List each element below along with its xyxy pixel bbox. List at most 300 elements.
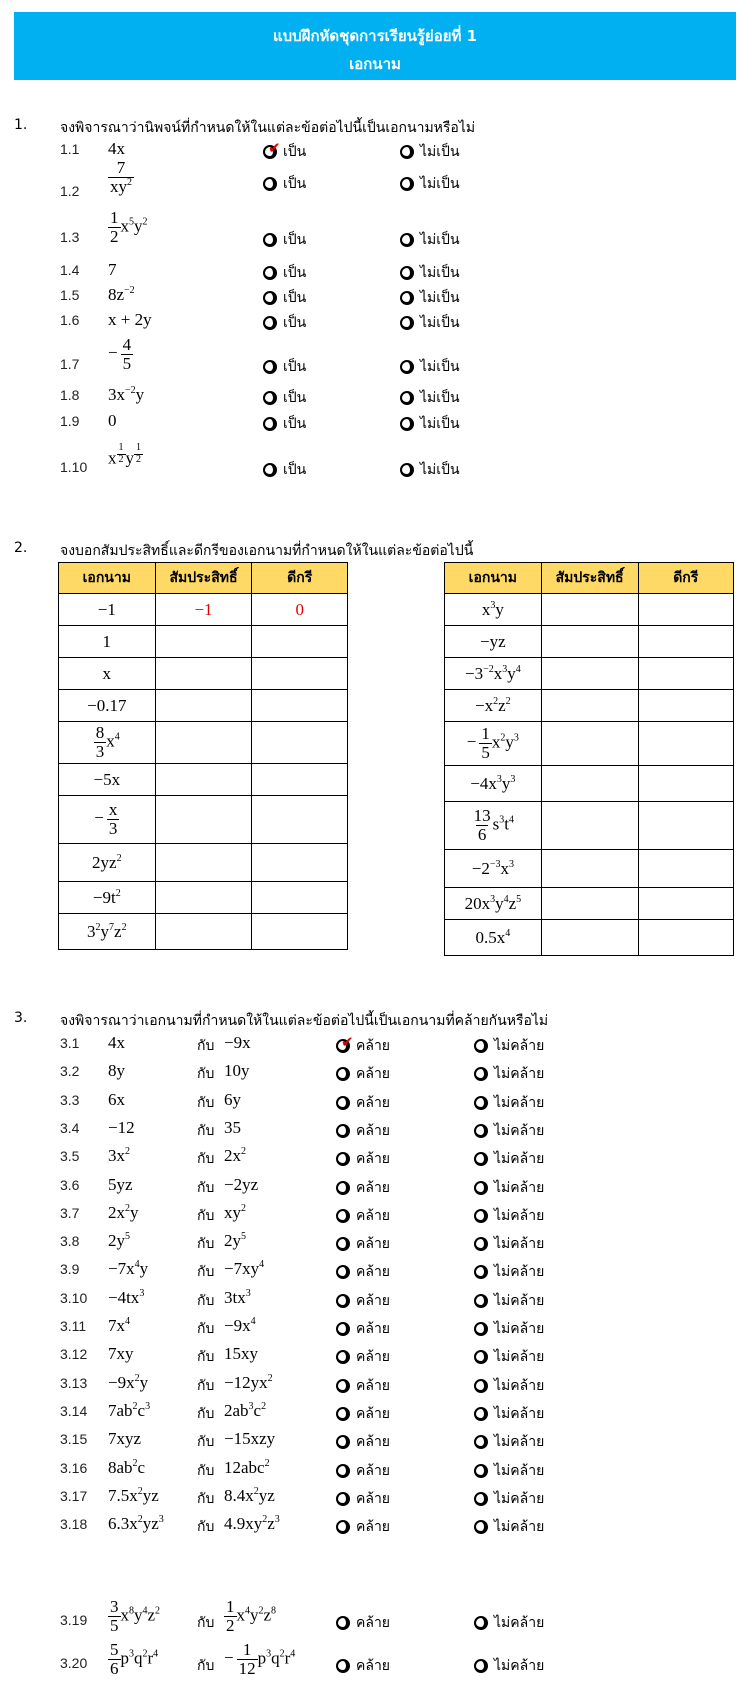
option-label: ไม่เป็น (420, 462, 460, 478)
table-row (59, 690, 348, 722)
with-label: กับ (197, 1179, 215, 1196)
option-yes[interactable] (263, 312, 306, 334)
option-no[interactable] (400, 287, 460, 309)
radio-circle-icon[interactable] (336, 1067, 350, 1081)
radio-circle-icon[interactable] (263, 417, 277, 431)
radio-circle-icon[interactable] (474, 1435, 488, 1449)
radio-circle-icon[interactable] (474, 1616, 488, 1630)
monomial-a: $3x^2$ (108, 1146, 130, 1166)
radio-circle-icon[interactable] (336, 1492, 350, 1506)
option-label: ไม่คล้าย (494, 1207, 545, 1224)
option-label: ไม่คล้าย (494, 1264, 545, 1281)
with-label: กับ (197, 1264, 215, 1281)
option-label: ไม่เป็น (420, 315, 460, 331)
monomial-cell: $0.5x^4$ (445, 920, 542, 956)
monomial-a: 7xy (108, 1344, 134, 1364)
item-number: 1.5 (60, 287, 80, 303)
item-number: 3.18 (60, 1516, 88, 1533)
option-label: ไม่เป็น (420, 359, 460, 375)
coefficient-cell[interactable] (155, 764, 252, 796)
monomial-a: 5yz (108, 1174, 133, 1194)
expression: $\frac{1}{2}$ $x^5y^2$ (110, 208, 148, 246)
radio-circle-icon[interactable] (336, 1435, 350, 1449)
radio-circle-icon[interactable] (400, 291, 414, 305)
monomial-b: $2x^2$ (224, 1146, 246, 1166)
option-label: คล้าย (356, 1151, 391, 1168)
radio-circle-icon[interactable] (400, 266, 414, 280)
degree-cell[interactable] (638, 766, 734, 802)
radio-circle-icon[interactable] (474, 1152, 488, 1166)
option-not-similar[interactable] (474, 1035, 544, 1057)
radio-circle-icon[interactable] (263, 291, 277, 305)
radio-circle-icon[interactable] (263, 233, 277, 247)
option-not-similar[interactable] (474, 1063, 544, 1085)
option-label: ไม่คล้าย (494, 1434, 545, 1451)
table-row (445, 658, 734, 690)
expression: $\frac{7}{xy^2}$ (110, 158, 132, 196)
monomial-cell: − $\frac{1}{5}$ $x^2y^3$ (445, 722, 542, 766)
option-similar[interactable] (336, 1261, 390, 1283)
option-label: ไม่เป็น (420, 390, 460, 406)
radio-circle-icon[interactable] (263, 316, 277, 330)
item-number: 3.13 (60, 1374, 88, 1391)
item-number: 3.20 (60, 1655, 88, 1671)
monomial-cell: − $\frac{x}{3}$ (59, 796, 156, 844)
option-similar[interactable] (336, 1460, 390, 1482)
coefficient-cell[interactable] (541, 626, 638, 658)
coefficient-cell[interactable] (155, 844, 252, 882)
radio-circle-icon[interactable] (263, 177, 277, 191)
radio-circle-icon[interactable] (474, 1209, 488, 1223)
coefficient-cell[interactable] (541, 722, 638, 766)
radio-circle-icon[interactable] (474, 1492, 488, 1506)
monomial-cell: $\frac{13}{6}$ $s^3t^4$ (445, 802, 542, 850)
option-yes[interactable] (263, 459, 306, 481)
degree-cell[interactable] (252, 690, 348, 722)
coefficient-cell[interactable] (541, 594, 638, 626)
option-label: คล้าย (356, 1094, 391, 1111)
option-label: ไม่เป็น (420, 416, 460, 432)
monomial-cell: −0.17 (59, 690, 156, 722)
option-similar[interactable] (336, 1346, 390, 1368)
monomial-b: − $\frac{1}{12}$ $p^3q^2r^4$ (224, 1640, 296, 1678)
option-no[interactable] (400, 173, 460, 195)
with-label: กับ (197, 1615, 215, 1631)
monomial-cell: $2yz^2$ (59, 844, 156, 882)
option-label: ไม่เป็น (420, 232, 460, 248)
radio-circle-icon[interactable] (400, 316, 414, 330)
option-not-similar[interactable] (474, 1488, 544, 1510)
option-label: เป็น (283, 144, 307, 160)
radio-circle-icon[interactable] (474, 1379, 488, 1393)
with-label: กับ (197, 1151, 215, 1168)
option-not-similar[interactable] (474, 1205, 544, 1227)
item-number: 3.12 (60, 1346, 88, 1363)
coefficient-cell[interactable] (155, 626, 252, 658)
option-similar[interactable] (336, 1205, 390, 1227)
radio-circle-icon[interactable] (474, 1096, 488, 1110)
item-number: 3.2 (60, 1063, 80, 1080)
option-label: ไม่คล้าย (494, 1236, 545, 1253)
coefficient-cell[interactable] (541, 766, 638, 802)
option-not-similar[interactable] (474, 1375, 544, 1397)
radio-circle-icon[interactable] (400, 145, 414, 159)
coefficient-cell[interactable] (155, 882, 252, 914)
item-number: 3.8 (60, 1233, 80, 1250)
radio-circle-icon[interactable] (474, 1039, 488, 1053)
monomial-a: $7.5x^2yz$ (108, 1485, 159, 1505)
option-similar[interactable] (336, 1177, 390, 1199)
degree-cell[interactable] (638, 920, 734, 956)
radio-circle-icon[interactable] (263, 463, 277, 477)
option-label: คล้าย (356, 1321, 391, 1337)
radio-circle-icon[interactable] (400, 177, 414, 191)
option-no[interactable] (400, 312, 460, 334)
radio-circle-icon[interactable] (336, 1350, 350, 1364)
radio-circle-icon[interactable] (474, 1350, 488, 1364)
monomial-b: $xy^2$ (224, 1202, 246, 1222)
worksheet-header (14, 12, 736, 80)
radio-circle-icon[interactable] (474, 1067, 488, 1081)
radio-circle-icon[interactable] (336, 1464, 350, 1478)
radio-circle-icon[interactable] (474, 1407, 488, 1421)
monomial-table-right (444, 562, 734, 956)
monomial-b: $2y^5$ (224, 1231, 246, 1251)
option-yes[interactable] (263, 141, 306, 163)
radio-circle-icon[interactable] (400, 233, 414, 247)
degree-cell[interactable] (638, 626, 734, 658)
with-label: กับ (197, 1434, 215, 1451)
option-similar[interactable] (336, 1612, 390, 1634)
coefficient-cell[interactable] (541, 920, 638, 956)
option-label: เป็น (283, 390, 307, 406)
coefficient-cell[interactable] (541, 850, 638, 888)
monomial-a: $2x^2y$ (108, 1202, 139, 1222)
coefficient-cell[interactable] (155, 658, 252, 690)
option-label: เป็น (283, 290, 307, 306)
degree-cell[interactable] (252, 764, 348, 796)
expression: x $^{\frac{1}{2}}$ y $^{\frac{1}{2}}$ (108, 442, 141, 468)
radio-circle-icon[interactable] (336, 1520, 350, 1534)
radio-circle-icon[interactable] (263, 266, 277, 280)
coefficient-cell[interactable] (155, 914, 252, 950)
col-header-coefficient: สัมประสิทธิ์ (155, 563, 252, 594)
option-no[interactable] (400, 262, 460, 284)
degree-cell[interactable] (638, 802, 734, 850)
monomial-a: 7xyz (108, 1429, 142, 1449)
option-not-similar[interactable] (474, 1120, 544, 1142)
coefficient-cell[interactable] (541, 690, 638, 722)
worksheet-title: แบบฝึกหัดชุดการเรียนรู้ย่อยที่ 1 (272, 27, 478, 45)
degree-cell[interactable] (252, 658, 348, 690)
option-similar[interactable] (336, 1488, 390, 1510)
with-label: กับ (197, 1490, 215, 1507)
option-label: ไม่คล้าย (494, 1615, 545, 1631)
option-similar[interactable] (336, 1092, 390, 1114)
monomial-cell: −1 (59, 594, 156, 626)
option-label: คล้าย (356, 1462, 391, 1479)
coefficient-cell[interactable] (541, 658, 638, 690)
option-label: เป็น (283, 232, 307, 248)
option-yes[interactable] (263, 173, 306, 195)
radio-circle-icon[interactable] (336, 1209, 350, 1223)
option-no[interactable] (400, 387, 460, 409)
option-yes[interactable] (263, 262, 306, 284)
option-label: คล้าย (356, 1066, 391, 1083)
monomial-a: $7x^4$ (108, 1316, 130, 1335)
option-label: คล้าย (356, 1405, 391, 1422)
radio-circle-icon[interactable] (336, 1322, 350, 1336)
item-number: 3.7 (60, 1204, 80, 1221)
radio-circle-icon[interactable] (474, 1464, 488, 1478)
table-row (59, 914, 348, 950)
degree-cell[interactable] (638, 690, 734, 722)
radio-circle-icon[interactable] (400, 417, 414, 431)
option-label: คล้าย (356, 1615, 391, 1631)
worksheet-subtitle: เอกนาม (349, 55, 401, 73)
radio-circle-icon[interactable] (474, 1520, 488, 1534)
option-label: ไม่คล้าย (494, 1490, 545, 1507)
radio-circle-icon[interactable] (336, 1379, 350, 1393)
with-label: กับ (197, 1405, 215, 1422)
option-similar[interactable] (336, 1035, 390, 1057)
monomial-b: $-9x^4$ (224, 1316, 256, 1335)
option-no[interactable] (400, 141, 460, 163)
item-number: 3.16 (60, 1459, 88, 1476)
option-not-similar[interactable] (474, 1318, 544, 1340)
radio-circle-icon[interactable] (400, 391, 414, 405)
monomial-cell: $-4x^3y^3$ (445, 766, 542, 802)
monomial-b: $-7xy^4$ (224, 1259, 265, 1279)
degree-cell[interactable] (252, 844, 348, 882)
option-yes[interactable] (263, 387, 306, 409)
option-similar[interactable] (336, 1233, 390, 1255)
coefficient-cell[interactable] (541, 802, 638, 850)
option-not-similar[interactable] (474, 1655, 544, 1677)
option-not-similar[interactable] (474, 1431, 544, 1453)
option-similar[interactable] (336, 1318, 390, 1340)
monomial-cell: $-x^2z^2$ (445, 690, 542, 722)
radio-circle-icon[interactable] (336, 1096, 350, 1110)
option-label: คล้าย (356, 1519, 391, 1536)
option-label: คล้าย (356, 1349, 391, 1366)
with-label: กับ (197, 1122, 215, 1139)
table-row (59, 882, 348, 914)
table-row (59, 594, 348, 626)
item-number: 1.2 (60, 183, 80, 199)
monomial-b: 12abc$^2$ (224, 1457, 270, 1477)
option-label: ไม่เป็น (420, 265, 460, 281)
expression: 0 (108, 411, 117, 430)
radio-circle-icon[interactable] (336, 1407, 350, 1421)
radio-circle-icon[interactable] (400, 463, 414, 477)
radio-circle-icon[interactable] (474, 1659, 488, 1673)
radio-circle-icon[interactable] (336, 1294, 350, 1308)
col-header-degree: ดีกรี (252, 563, 348, 594)
monomial-a: $\frac{5}{6}$ $p^3q^2r^4$ (110, 1640, 159, 1678)
option-similar[interactable] (336, 1063, 390, 1085)
monomial-b: 6y (224, 1089, 241, 1109)
item-number: 3.14 (60, 1402, 88, 1419)
option-yes[interactable] (263, 356, 306, 378)
option-label: คล้าย (356, 1264, 391, 1281)
coefficient-cell[interactable] (155, 722, 252, 764)
degree-cell[interactable] (252, 914, 348, 950)
option-label: คล้าย (356, 1122, 391, 1139)
option-label: เป็น (283, 359, 307, 375)
option-similar[interactable] (336, 1148, 390, 1170)
degree-cell[interactable] (252, 882, 348, 914)
radio-circle-icon[interactable] (336, 1237, 350, 1251)
degree-cell[interactable] (252, 626, 348, 658)
option-yes[interactable] (263, 229, 306, 251)
option-label: ไม่คล้าย (494, 1292, 545, 1309)
with-label: กับ (197, 1292, 215, 1309)
monomial-b: 15xy (224, 1344, 258, 1364)
degree-cell[interactable]: 0 (252, 594, 348, 626)
option-no[interactable] (400, 413, 460, 435)
option-similar[interactable] (336, 1655, 390, 1677)
degree-cell[interactable] (638, 594, 734, 626)
degree-cell[interactable] (252, 722, 348, 764)
q1-instruction: จงพิจารณาว่านิพจน์ที่กำหนดให้ในแต่ละข้อต่อไปนี้เป็นเอกนามหรือไม่ (60, 120, 476, 136)
item-number: 3.10 (60, 1289, 88, 1306)
item-number: 1.4 (60, 262, 80, 278)
expression: $3x^{-2}y$ (108, 385, 145, 404)
option-no[interactable] (400, 459, 460, 481)
radio-circle-icon[interactable] (263, 360, 277, 374)
item-number: 3.9 (60, 1261, 80, 1278)
option-label: ไม่คล้าย (494, 1349, 545, 1366)
monomial-a: −12 (108, 1117, 135, 1137)
option-label: ไม่คล้าย (494, 1658, 545, 1674)
monomial-a: $7ab^2c^3$ (108, 1400, 151, 1420)
option-label: คล้าย (356, 1658, 391, 1674)
monomial-cell: $3^2y^7z^2$ (59, 914, 156, 950)
coefficient-cell[interactable] (541, 888, 638, 920)
radio-circle-icon[interactable] (336, 1152, 350, 1166)
option-not-similar[interactable] (474, 1233, 544, 1255)
radio-circle-icon[interactable] (474, 1265, 488, 1279)
item-number: 3.4 (60, 1119, 80, 1136)
radio-circle-icon[interactable] (474, 1237, 488, 1251)
monomial-a: $-4tx^3$ (108, 1287, 145, 1307)
monomial-a: $-9x^2y$ (108, 1372, 149, 1392)
option-label: คล้าย (356, 1179, 391, 1196)
radio-checked-icon[interactable] (336, 1033, 354, 1053)
monomial-a: 6x (108, 1089, 125, 1109)
table-row (445, 920, 734, 956)
col-header-monomial: เอกนาม (445, 563, 542, 594)
monomial-b: −9x (224, 1033, 251, 1052)
option-no[interactable] (400, 229, 460, 251)
col-header-degree: ดีกรี (638, 563, 734, 594)
monomial-cell: −5x (59, 764, 156, 796)
radio-circle-icon[interactable] (474, 1322, 488, 1336)
radio-circle-icon[interactable] (336, 1616, 350, 1630)
option-similar[interactable] (336, 1375, 390, 1397)
option-similar[interactable] (336, 1120, 390, 1142)
option-label: ไม่คล้าย (494, 1151, 545, 1168)
option-label: ไม่คล้าย (494, 1038, 545, 1054)
degree-cell[interactable] (638, 658, 734, 690)
table-row (445, 722, 734, 766)
option-similar[interactable] (336, 1403, 390, 1425)
option-not-similar[interactable] (474, 1290, 544, 1312)
item-number: 3.11 (60, 1318, 87, 1334)
option-yes[interactable] (263, 413, 306, 435)
radio-circle-icon[interactable] (474, 1181, 488, 1195)
coefficient-cell[interactable]: −1 (155, 594, 252, 626)
option-not-similar[interactable] (474, 1261, 544, 1283)
radio-circle-icon[interactable] (336, 1181, 350, 1195)
option-similar[interactable] (336, 1431, 390, 1453)
table-row (59, 764, 348, 796)
radio-checked-icon[interactable] (263, 139, 281, 159)
expression: x + 2y (108, 310, 152, 329)
with-label: กับ (197, 1321, 215, 1337)
monomial-b: $2ab^3c^2$ (224, 1400, 267, 1420)
monomial-a: $\frac{3}{5}$ $x^8y^4z^2$ (110, 1597, 161, 1635)
option-no[interactable] (400, 356, 460, 378)
coefficient-cell[interactable] (155, 796, 252, 844)
radio-circle-icon[interactable] (474, 1294, 488, 1308)
item-number: 3.17 (60, 1487, 88, 1504)
radio-circle-icon[interactable] (336, 1265, 350, 1279)
option-label: ไม่คล้าย (494, 1179, 545, 1196)
option-not-similar[interactable] (474, 1148, 544, 1170)
option-not-similar[interactable] (474, 1612, 544, 1634)
option-not-similar[interactable] (474, 1460, 544, 1482)
degree-cell[interactable] (638, 722, 734, 766)
option-not-similar[interactable] (474, 1403, 544, 1425)
col-header-coefficient: สัมประสิทธิ์ (541, 563, 638, 594)
radio-circle-icon[interactable] (336, 1124, 350, 1138)
table-row (445, 888, 734, 920)
option-similar[interactable] (336, 1290, 390, 1312)
table-row (445, 766, 734, 802)
option-not-similar[interactable] (474, 1346, 544, 1368)
option-not-similar[interactable] (474, 1177, 544, 1199)
radio-circle-icon[interactable] (474, 1124, 488, 1138)
coefficient-cell[interactable] (155, 690, 252, 722)
with-label: กับ (197, 1236, 215, 1253)
radio-circle-icon[interactable] (263, 391, 277, 405)
radio-circle-icon[interactable] (400, 360, 414, 374)
option-label: คล้าย (356, 1490, 391, 1507)
option-yes[interactable] (263, 287, 306, 309)
item-number: 1.6 (60, 312, 80, 328)
option-similar[interactable] (336, 1516, 390, 1538)
option-label: ไม่คล้าย (494, 1321, 545, 1337)
monomial-b: 35 (224, 1117, 241, 1137)
monomial-b: $\frac{1}{2}$ $x^4y^2z^8$ (226, 1597, 277, 1635)
option-not-similar[interactable] (474, 1516, 544, 1538)
option-not-similar[interactable] (474, 1092, 544, 1114)
monomial-a: $6.3x^2yz^3$ (108, 1514, 164, 1534)
monomial-cell: $x^3y$ (445, 594, 542, 626)
monomial-b: $4.9xy^2z^3$ (224, 1514, 280, 1534)
option-label: คล้าย (356, 1434, 391, 1451)
degree-cell[interactable] (252, 796, 348, 844)
with-label: กับ (197, 1038, 215, 1054)
expression: − $\frac{4}{5}$ (108, 335, 132, 373)
with-label: กับ (197, 1094, 215, 1111)
degree-cell[interactable] (638, 888, 734, 920)
radio-circle-icon[interactable] (336, 1659, 350, 1673)
item-number: 1.7 (60, 356, 80, 372)
degree-cell[interactable] (638, 850, 734, 888)
